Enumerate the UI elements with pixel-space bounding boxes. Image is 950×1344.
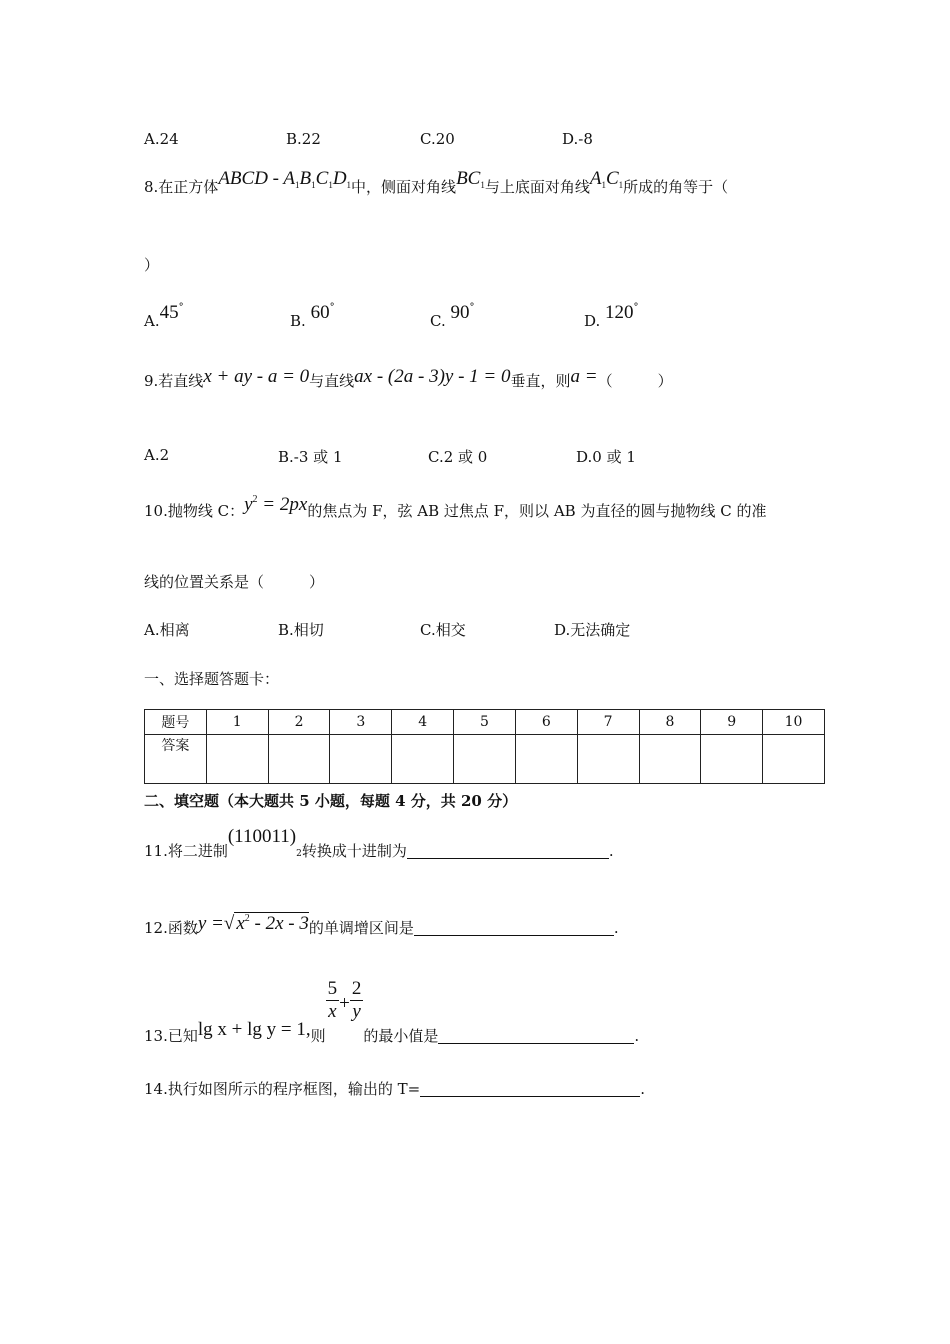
q12-function: y =√ $x^2 - 2x - 3$ (197, 913, 309, 934)
question-14: 14.执行如图所示的程序框图，输出的 T= . (144, 1080, 645, 1098)
q7-option-b: B.22 (286, 130, 321, 148)
q7-option-c: C.20 (420, 130, 455, 148)
q14-answer-blank[interactable] (420, 1081, 640, 1097)
number-cell: 8 (639, 710, 701, 735)
q8-mid1: 中，侧面对角线 (351, 178, 457, 196)
answer-cell[interactable] (577, 735, 639, 784)
q9-equation-1: x + ay - a = 0 (203, 366, 310, 387)
question-8 (144, 168, 729, 198)
question-11: 11.将二进制(110011)2转换成十进制为 . (144, 826, 614, 860)
question-13: 13.已知lg x + lg y = 1,则 $\frac{5}{x}$ + $\frac{2}{y}$ 的最小值是 . (144, 978, 640, 1045)
answer-cell[interactable] (206, 735, 268, 784)
q7-option-a: A.24 (144, 130, 179, 148)
answer-card-title: 一、选择题答题卡： (144, 670, 280, 688)
answer-cell[interactable] (454, 735, 516, 784)
answer-card-answer-row (145, 735, 825, 784)
q12-answer-blank[interactable] (414, 920, 614, 936)
q9-option-d: D.0 或 1 (576, 448, 636, 466)
number-cell: 10 (763, 710, 825, 735)
answer-label-cell: 答案 (145, 735, 207, 784)
number-cell: 3 (330, 710, 392, 735)
number-cell: 5 (454, 710, 516, 735)
q8-option-a: A.45° (144, 302, 184, 330)
q8-suffix: 所成的角等于（ (623, 178, 729, 196)
q8-bc1: $BC_1$ (456, 168, 485, 190)
question-12: 12.函数y =√ $x^2 - 2x - 3$的单调增区间是 . (144, 913, 619, 937)
q8-option-c: C. 90° (430, 302, 475, 330)
q9-option-b: B.-3 或 1 (278, 448, 343, 466)
q10-equation: $y^2 = 2px$ (244, 494, 308, 515)
answer-cell[interactable] (268, 735, 330, 784)
q13-answer-blank[interactable] (438, 1028, 634, 1044)
q10-option-a: A.相离 (144, 621, 190, 639)
q7-option-d: D.-8 (562, 130, 593, 148)
q13-fraction-2-over-y: $\frac{2}{y}$ (351, 978, 362, 1022)
q10-text-line2: 线的位置关系是（ ） (144, 573, 325, 591)
answer-card-table (144, 709, 825, 784)
question-9: 9.若直线x + ay - a = 0与直线ax - (2a - 3)y - 1 = 0垂直，则a =（ ） (144, 366, 673, 390)
answer-cell[interactable] (639, 735, 701, 784)
q11-answer-blank[interactable] (407, 843, 609, 859)
q8-a1c1: $A_1C_1$ (589, 168, 624, 190)
q13-fraction-5-over-x: $\frac{5}{x}$ (327, 978, 338, 1022)
header-label-cell: 题号 (145, 710, 207, 735)
question-10: 10.抛物线 C：$y^2 = 2px$的焦点为 F，弦 AB 过焦点 F，则以 AB 为直径的圆与抛物线 C 的准 (144, 494, 767, 520)
q9-option-a: A.2 (144, 446, 170, 464)
q11-base: 2 (296, 849, 302, 859)
q9-option-c: C.2 或 0 (428, 448, 488, 466)
number-cell: 6 (515, 710, 577, 735)
q10-option-b: B.相切 (278, 621, 324, 639)
q8-close-paren: ） (144, 256, 160, 274)
number-cell: 1 (206, 710, 268, 735)
q10-option-c: C.相交 (420, 621, 466, 639)
answer-cell[interactable] (330, 735, 392, 784)
answer-cell[interactable] (763, 735, 825, 784)
q8-cube-formula: ABCD - $A_1B_1C_1D_1$ (218, 168, 352, 190)
q8-option-d: D. 120° (584, 302, 639, 330)
q8-option-b: B. 60° (290, 302, 335, 330)
answer-cell[interactable] (515, 735, 577, 784)
answer-cell[interactable] (701, 735, 763, 784)
q9-equation-2: ax - (2a - 3)y - 1 = 0 (354, 366, 511, 387)
q9-variable: a = (570, 366, 598, 387)
q13-condition: lg x + lg y = 1, (197, 1018, 311, 1040)
q8-prefix: 8.在正方体 (144, 178, 219, 196)
q8-mid2: 与上底面对角线 (484, 178, 590, 196)
answer-cell[interactable] (392, 735, 454, 784)
number-cell: 2 (268, 710, 330, 735)
number-cell: 9 (701, 710, 763, 735)
section-2-title: 二、填空题（本大题共 5 小题，每题 4 分，共 20 分） (144, 792, 518, 810)
number-cell: 4 (392, 710, 454, 735)
q11-binary-number: (110011) (227, 826, 297, 847)
answer-card-header-row (145, 710, 825, 735)
number-cell: 7 (577, 710, 639, 735)
q10-option-d: D.无法确定 (554, 621, 631, 639)
